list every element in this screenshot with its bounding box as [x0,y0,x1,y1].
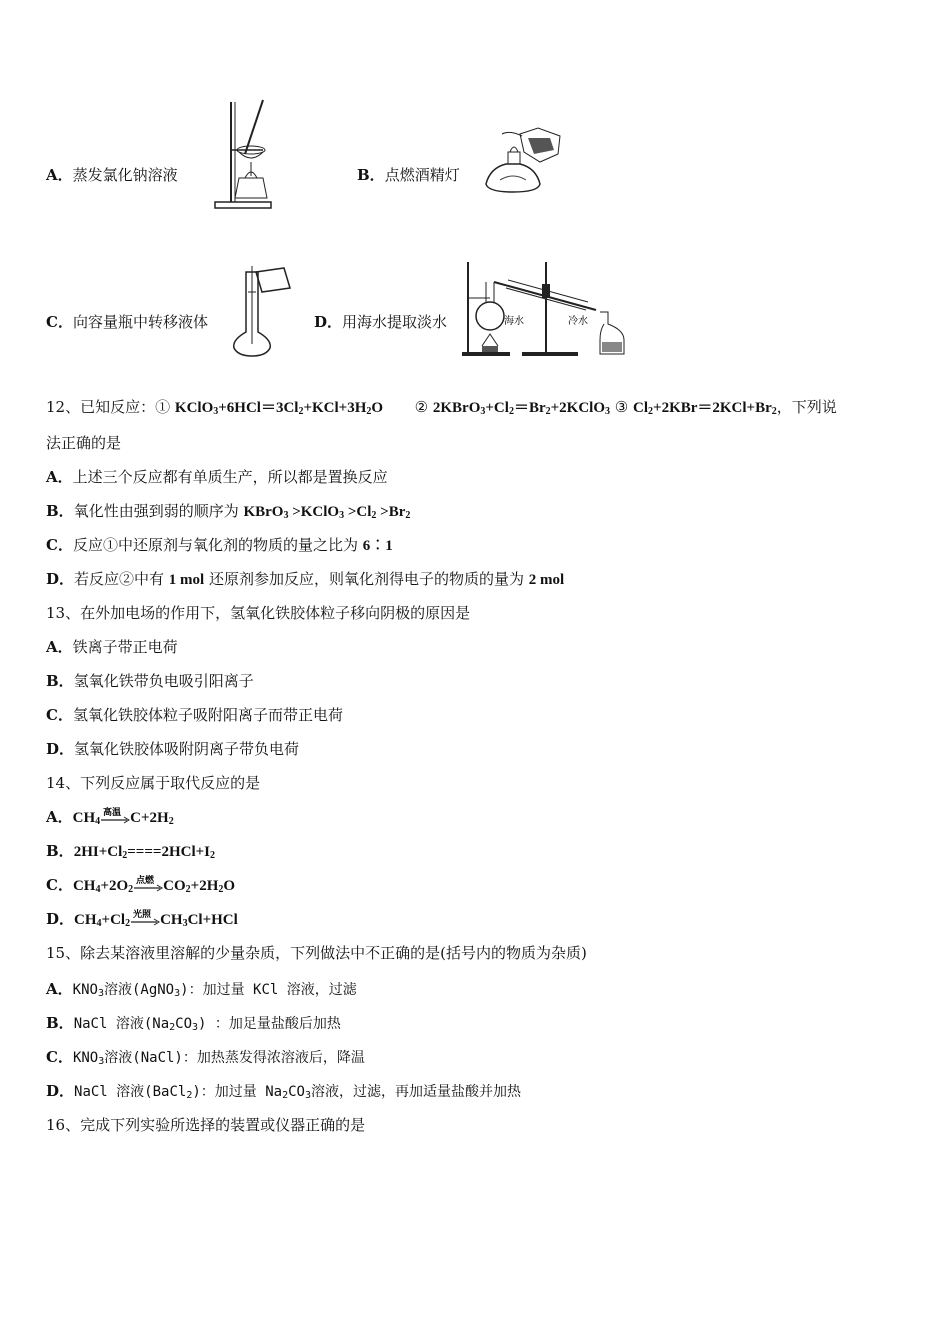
seawater-label: 海水 [504,316,524,327]
q11-option-d [314,311,447,332]
reaction-3-mark: ③ [614,398,629,416]
option-text: 反应①中还原剂与氧化剂的物质的量之比为 [72,536,363,554]
condition-arrow [100,807,130,826]
question-number: 14、 [46,774,81,792]
option-text: NaCl 溶液$(Na_2CO_3)$ ：加足量盐酸后加热 [73,1016,341,1033]
option-text: 蒸发氯化钠溶液 [72,166,178,184]
equation: $CH_4+Cl_2$ 光照 $CH_3Cl+HCl$ [74,909,238,929]
option-label: A． [46,980,73,998]
option-text: 用海水提取淡水 [342,313,448,331]
option-label: A． [46,166,73,184]
stem-text: 完成下列实验所选择的装置或仪器正确的是 [80,1116,366,1134]
q15-option-d [46,1080,521,1101]
option-label: C． [46,536,73,554]
reaction-3: $Cl_2+2KBr=2KCl+Br_2$ [633,400,777,417]
option-label: C． [46,1048,73,1066]
oxidizer-order: KBrO$_3$ >KClO$_3$ $>Cl_2 >Br_2$ [243,504,411,521]
option-label: C． [46,876,73,894]
option-label: D． [314,313,343,331]
q12-option-c [46,534,393,555]
q14-option-c [46,874,235,895]
evaporation-apparatus-figure [205,98,290,213]
q12-option-a [46,466,388,487]
option-text: 氢氧化铁胶体吸附阴离子带负电荷 [74,740,300,758]
condition-arrow [130,909,160,928]
q12-option-d [46,568,564,589]
reaction-1: $KClO_3+6HCl=3Cl_2+KCl+3H_2O$ [174,400,384,417]
cold-water-label: 冷水 [568,316,588,327]
q12-option-b [46,500,410,521]
q15-option-a [46,978,357,999]
q13-option-b [46,670,254,691]
svg-text:光照: 光照 [133,909,152,920]
alcohol-lamp-figure [480,124,570,196]
q15-option-c [46,1046,365,1067]
option-text: 氢氧化铁带负电吸引阳离子 [73,672,254,690]
option-label: D． [46,1082,75,1100]
volumetric-flask-figure [228,262,294,358]
option-label: D． [46,570,75,588]
reaction-2-mark: ② [414,398,429,416]
option-text: 铁离子带正电荷 [72,638,178,656]
option-text: 若反应②中有 [74,570,169,588]
amount-1: 1 mol [168,572,205,588]
stem-prefix: 已知反应： [80,398,156,416]
q13-option-c [46,704,343,725]
q11-option-a [46,164,178,185]
option-label: A． [46,638,73,656]
option-label: B． [357,166,385,184]
stem-text: 下列反应属于取代反应的是 [80,774,261,792]
option-text: 向容量瓶中转移液体 [72,313,208,331]
q11-option-b [357,164,460,185]
q12-stem-line2: 法正确的是 [46,434,122,452]
equation: $CH_4+2O_2$ 点燃 $CO_2+2H_2O$ [72,875,236,895]
option-label: B． [46,842,74,860]
q14-option-a [46,806,174,827]
stem-suffix: ，下列说 [776,398,837,416]
question-number: 16、 [46,1116,81,1134]
question-number: 13、 [46,604,81,622]
ratio-value: 6︰1 [362,538,393,554]
option-label: C． [46,313,73,331]
option-text-mid: 还原剂参加反应，则氧化剂得电子的物质的量为 [204,570,529,588]
option-label: D． [46,740,75,758]
equation: $2HI+Cl_2====2HCl+I_2$ [73,844,215,861]
question-number: 15、 [46,944,81,962]
q13-option-d [46,738,299,759]
option-text: NaCl 溶液(BaCl$_2$)：加过量 $Na_2CO_3$溶液，过滤，再加适量盐酸并加热 [74,1084,521,1101]
option-label: B． [46,502,74,520]
option-label: B． [46,672,74,690]
q11-option-c [46,311,208,332]
distillation-apparatus-figure [460,258,632,358]
stem-text: 在外加电场的作用下，氢氧化铁胶体粒子移向阴极的原因是 [80,604,471,622]
q14-option-b [46,840,215,861]
option-label: A． [46,808,73,826]
reaction-2: $2KBrO_3+Cl_2=Br_2+2KClO_3$ [432,400,610,417]
option-label: B． [46,1014,74,1032]
equation: $CH_4$ 高温 $C+2H_2$ [72,807,174,827]
svg-text:点燃: 点燃 [136,875,155,886]
q12-stem-line1 [46,396,837,417]
q15-option-b [46,1012,341,1033]
option-label: C． [46,706,73,724]
reaction-1-mark: ① [155,398,171,416]
q13-option-a [46,636,178,657]
question-number: 12、 [46,398,81,416]
option-text: 氧化性由强到弱的顺序为 [73,502,244,520]
condition-arrow [133,875,163,894]
q15-stem [46,942,587,963]
option-text: $KNO_3$溶液(AgNO$_3$)：加过量 KCl 溶液，过滤 [72,982,357,999]
q16-stem [46,1114,365,1135]
q14-option-d [46,908,238,929]
option-label: A． [46,468,73,486]
amount-2: 2 mol [528,572,565,588]
option-label: D． [46,910,75,928]
option-text: 氢氧化铁胶体粒子吸附阳离子而带正电荷 [72,706,343,724]
option-text: 点燃酒精灯 [384,166,460,184]
option-text: $KNO_3$溶液(NaCl)：加热蒸发得浓溶液后，降温 [72,1050,365,1067]
q14-stem [46,772,260,793]
stem-text: 除去某溶液里溶解的少量杂质，下列做法中不正确的是(括号内的物质为杂质) [80,944,587,962]
option-text: 上述三个反应都有单质生产，所以都是置换反应 [72,468,388,486]
svg-text:高温: 高温 [103,807,122,818]
q13-stem [46,602,470,623]
